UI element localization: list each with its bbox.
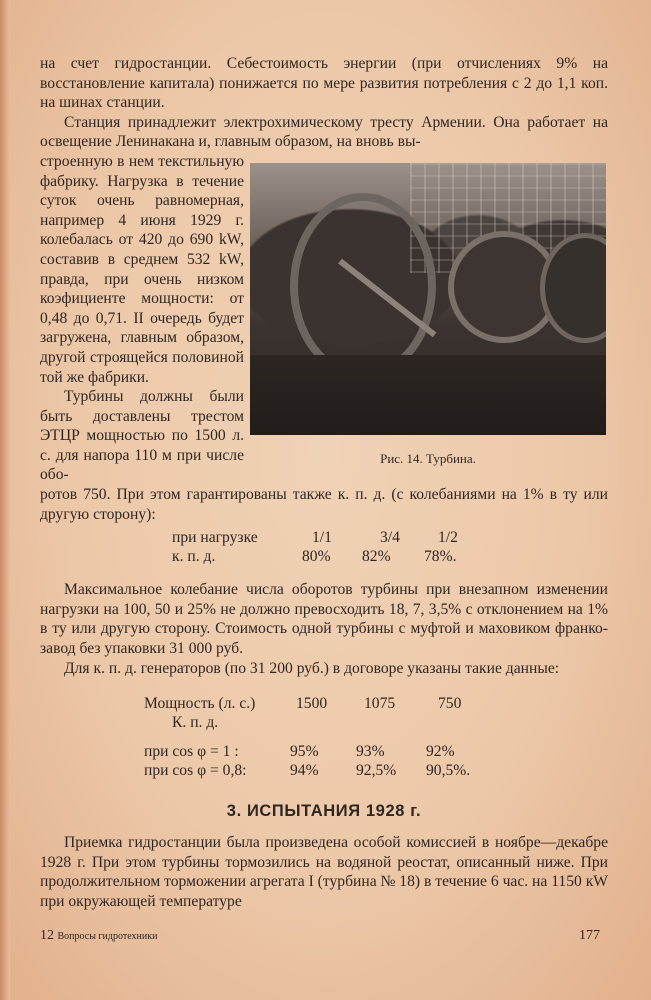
cos-label-1: при cos φ = 1 :: [144, 743, 239, 761]
journal-name: Вопросы гидротехники: [57, 931, 158, 942]
paragraph-speed-variation: Максимальное колебание числа оборотов турбины при внезапном изменении нагрузки на 100, 50 и 25% не должно превосходить 18, 7, 3,5% с отклонением на 1% в ту или другую сторону. Стоимость одной турбины с муфтой и маховиком франко-завод без упаковки 31 000 руб.: [40, 581, 608, 658]
paragraph-turbines-cont: ротов 750. При этом гарантированы также к. п. д. (с колебаниями на 1% в ту или другую сторону):: [40, 486, 608, 523]
footer-signature: [40, 928, 157, 944]
gen-efficiency-label: К. п. д.: [172, 714, 219, 732]
cos2-val-2: 92,5%: [356, 762, 397, 780]
efficiency-2: 82%: [362, 548, 391, 566]
turbine-photo: [250, 163, 606, 435]
paragraph-generators: Для к. п. д. генераторов (по 31 200 руб.) в договоре указаны такие данные:: [64, 659, 560, 677]
cos-row-1: [40, 742, 608, 761]
cos1-val-2: 93%: [356, 743, 385, 761]
photo-flywheel: [290, 193, 436, 379]
paragraph-cost: на счет гидростанции. Себестоимость энергии (при отчислениях 9% на восстановление капитала) понижается по мере развития потребления с 2 до 1,1 коп. на шинах станции.: [40, 55, 608, 112]
photo-floor: [250, 355, 606, 435]
power-1: 1500: [296, 695, 328, 713]
power-row: [40, 694, 608, 713]
cos-label-2: при cos φ = 0,8:: [144, 762, 247, 780]
figure-caption: Рис. 14. Турбина.: [380, 451, 476, 466]
load-label: при нагрузке: [172, 529, 258, 547]
paragraph-turbines-wrap: Турбины должны были быть доставлены трестом ЭТЦР мощностью по 1500 л. с. для напора 110 м при числе обо-: [40, 388, 244, 484]
figure-turbine-photo: [250, 163, 606, 435]
cos2-val-1: 94%: [290, 762, 319, 780]
efficiency-label: к. п. д.: [172, 548, 216, 566]
cos1-val-1: 95%: [290, 743, 319, 761]
cos2-val-3: 90,5%.: [426, 762, 471, 780]
efficiency-row: [40, 547, 608, 566]
load-row: [40, 528, 608, 547]
paragraph-station-owner: Станция принадлежит электрохимическому тресту Армении. Она работает на освещение Ленинакана и, главным образом, на вновь вы-: [40, 113, 608, 151]
section-heading: 3. ИСПЫТАНИЯ 1928 г.: [226, 802, 422, 821]
efficiency-1: 80%: [302, 548, 331, 566]
power-2: 1075: [364, 695, 396, 713]
cos-row-2: [40, 761, 608, 780]
load-1: 1/1: [312, 529, 332, 547]
paragraph-load-wrap: строенную в нем текстильную фабрику. Нагрузка в течение суток очень равномерная, например 4 июня 1929 г. колебалась от 420 до 690 kW, составив в среднем 532 kW, правда, при очень низком коэфициенте мощности: от 0,48 до 0,71. II очередь будет загружена, главным образом, другой строящейся половиной той же фабрики.: [40, 152, 244, 386]
page-footer: [40, 928, 600, 948]
power-3: 750: [438, 695, 462, 713]
page-number: 177: [579, 928, 600, 943]
generator-efficiency-table: [40, 694, 608, 780]
cos1-val-3: 92%: [426, 743, 455, 761]
load-3: 1/2: [438, 529, 458, 547]
signature-number: 12: [40, 928, 54, 943]
eff-label-row: [40, 713, 608, 732]
paragraph-acceptance: Приемка гидростанции была произведена особой комиссией в ноябре—декабре 1928 г. При этом турбины тормозились на водяной реостат, описанный ниже. При продолжительном торможении агрегата I (турбина № 18) в течение 6 час. на 1150 кW при окружающей температуре: [40, 834, 609, 910]
turbine-efficiency-table: [40, 528, 608, 566]
page-edge-shadow: [0, 0, 10, 1000]
load-2: 3/4: [380, 529, 400, 547]
efficiency-3: 78%.: [424, 548, 457, 566]
power-label: Мощность (л. с.): [144, 695, 256, 713]
